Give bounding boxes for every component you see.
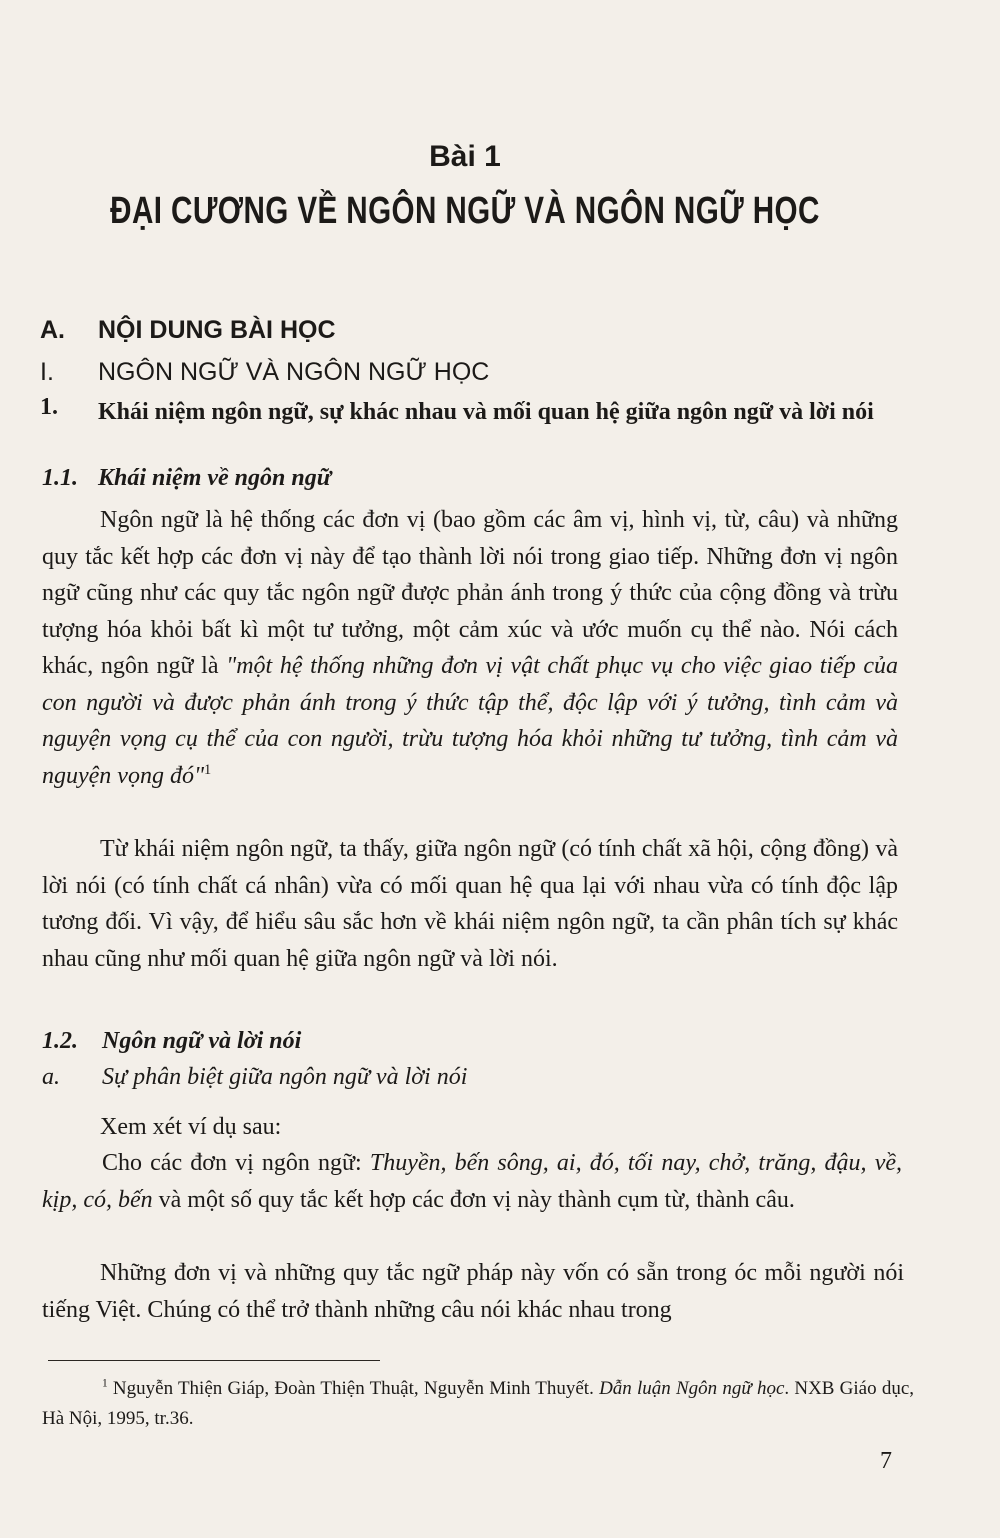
paragraph-relationship: Từ khái niệm ngôn ngữ, ta thấy, giữa ngôn ngữ (có tính chất xã hội, cộng đồng) và lời nói (có tính chất cá nhân) vừa có mối quan hệ qua lại với nhau vừa có tính độc lập tương đối. Vì vậy, để hiểu sâu sắc hơn về khái niệm ngôn ngữ, ta cần phân tích sự khác nhau cũng như mối quan hệ giữa ngôn ngữ và lời nói. (42, 836, 898, 972)
lesson-title: ĐẠI CƯƠNG VỀ NGÔN NGỮ VÀ NGÔN NGỮ HỌC (110, 190, 820, 232)
footnote-ref: 1 (204, 761, 212, 778)
section-1-2-number: 1.2. (42, 1028, 78, 1054)
example-lead: Cho các đơn vị ngôn ngữ: (102, 1150, 370, 1176)
section-i-number: I. (40, 358, 54, 386)
section-1-1-heading: Khái niệm về ngôn ngữ (98, 465, 332, 491)
section-i-heading: NGÔN NGỮ VÀ NGÔN NGỮ HỌC (98, 358, 490, 386)
footnote-mark: 1 (102, 1377, 108, 1390)
paragraph-rules: Những đơn vị và những quy tắc ngữ pháp này vốn có sẵn trong óc mỗi người nói tiếng Việt. Chúng có thể trở thành những câu nói khác nhau trong (42, 1260, 904, 1323)
section-a-sub-heading: Sự phân biệt giữa ngôn ngữ và lời nói (102, 1064, 468, 1090)
section-a-sub-number: a. (42, 1064, 60, 1090)
section-1-2-heading: Ngôn ngữ và lời nói (102, 1028, 302, 1054)
footnote-publication: . NXB Giáo dục, Hà Nội, 1995, tr.36. (42, 1378, 915, 1429)
lesson-number: Bài 1 (429, 140, 501, 173)
paragraph-definition-text: Ngôn ngữ là hệ thống các đơn vị (bao gồm các âm vị, hình vị, từ, câu) và những quy tắc kết hợp các đơn vị này để tạo thành lời nói trong giao tiếp. Những đơn vị ngôn ngữ cũng như các quy tắc ngôn ngữ được phản ánh trong ý thức của cộng đồng và trừu tượng hóa khỏi bất kì một tư tưởng, một cảm xúc và ước muốn cụ thể nào. Nói cách khác, ngôn ngữ là (42, 507, 898, 679)
footnote-book-title: Dẫn luận Ngôn ngữ học (599, 1378, 785, 1399)
definition-quote: "một hệ thống những đơn vị vật chất phục vụ cho việc giao tiếp của con người và được phản ánh trong ý thức tập thể, độc lập với ý tưởng, tình cảm và nguyện vọng cụ thể của con người, trừu tượng hóa khỏi những tư tưởng, tình cảm và nguyện vọng đó" (42, 653, 898, 789)
example-units: Thuyền, bến sông, ai, đó, tối nay, chở, trăng, đậu, về, kịp, có, bến (42, 1150, 902, 1213)
example-tail: và một số quy tắc kết hợp các đơn vị này thành cụm từ, thành câu. (152, 1186, 795, 1213)
section-a-number: A. (40, 316, 65, 344)
paragraph-definition (42, 502, 898, 794)
paragraph-example (42, 1145, 902, 1218)
footnote-authors: Nguyễn Thiện Giáp, Đoàn Thiện Thuật, Nguyễn Minh Thuyết. (107, 1378, 600, 1399)
footnote (42, 1374, 914, 1434)
page-number: 7 (880, 1448, 892, 1474)
section-1-1-number: 1.1. (42, 465, 78, 491)
section-1-number: 1. (40, 394, 58, 420)
section-a-heading: NỘI DUNG BÀI HỌC (98, 316, 336, 344)
paragraph-example-intro: Xem xét ví dụ sau: (100, 1114, 282, 1140)
footnote-divider (48, 1360, 380, 1361)
section-1-heading: Khái niệm ngôn ngữ, sự khác nhau và mối quan hệ giữa ngôn ngữ và lời nói (98, 399, 874, 425)
